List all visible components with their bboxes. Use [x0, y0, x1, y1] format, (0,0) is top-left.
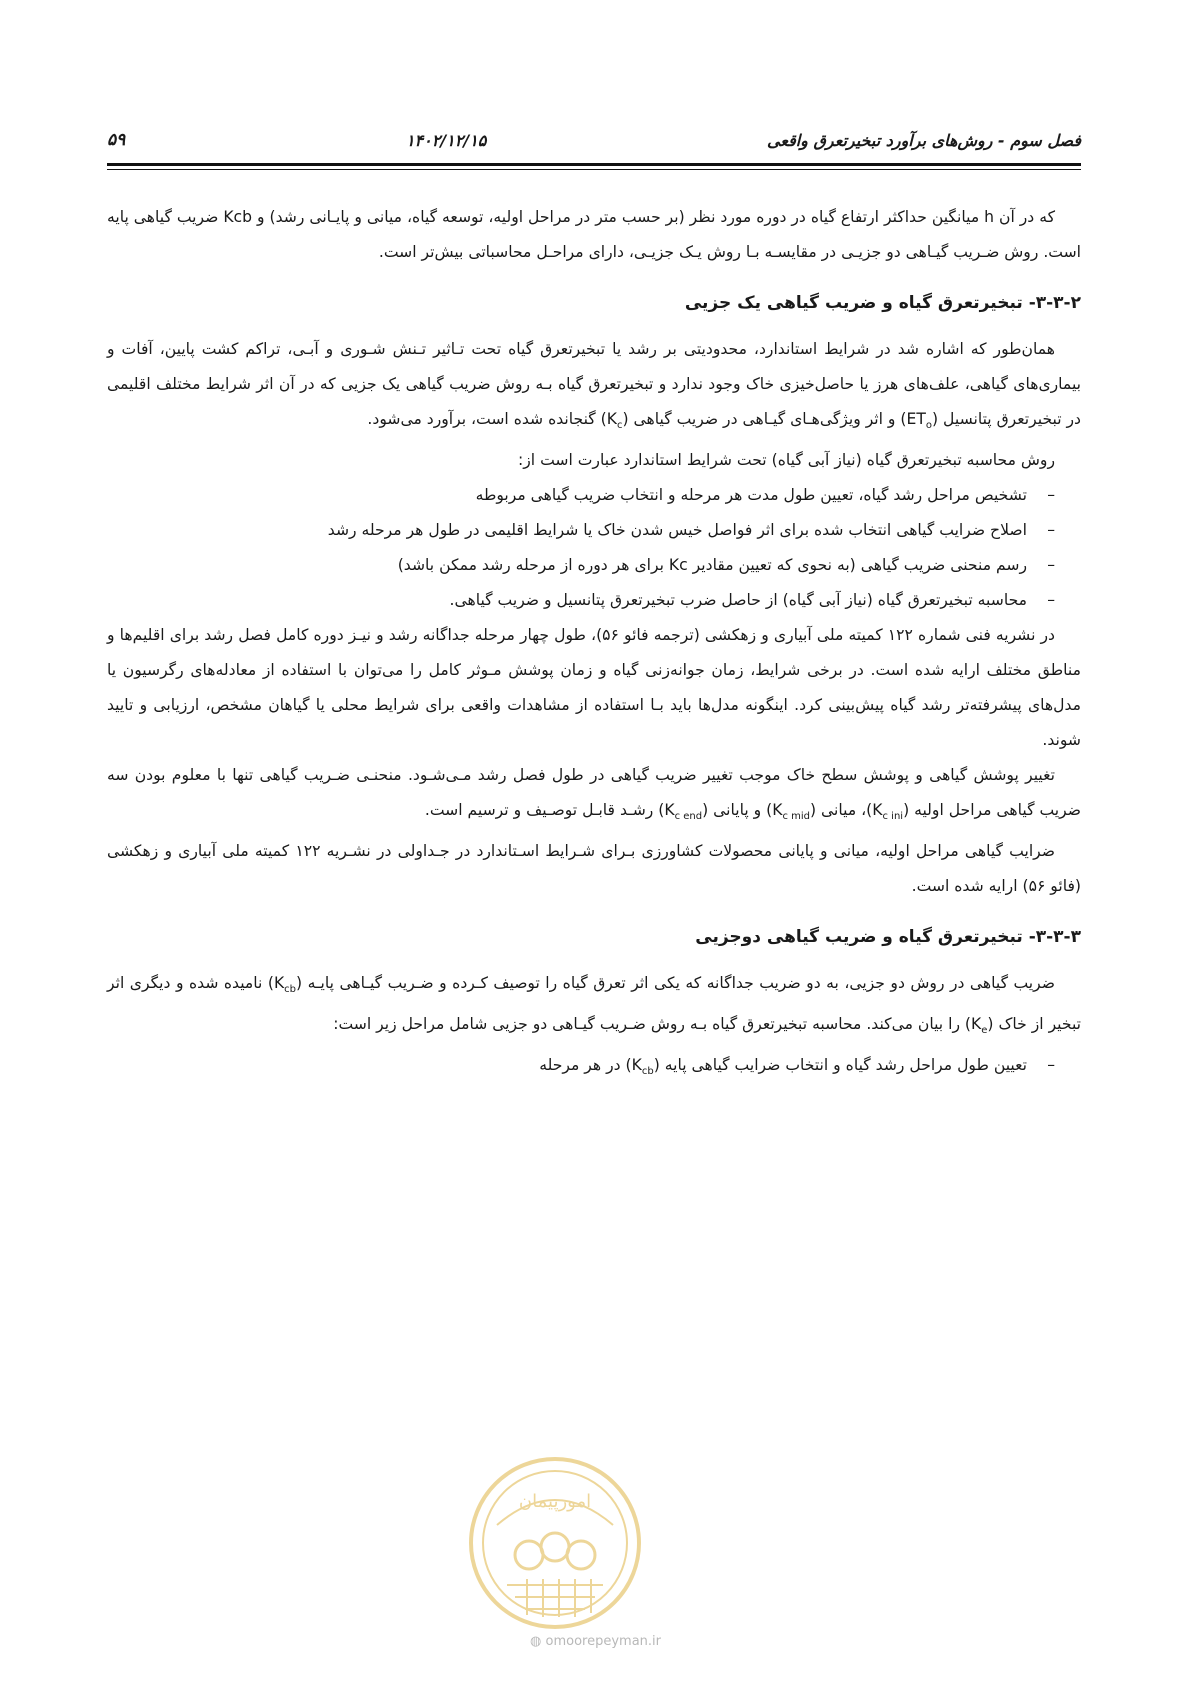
watermark-url: ◍ omoorepeyman.ir — [530, 1634, 661, 1649]
list-item: – اصلاح ضرایب گیاهی انتخاب شده برای اثر فواصل خیس شدن خاک یا شرایط اقلیمی در طول هر مرحله رشد — [107, 513, 1055, 548]
page-number: ۵۹ — [107, 130, 126, 150]
section1-paragraph-1: همان‌طور که اشاره شد در شرایط استاندارد، محدودیتی بر رشد یا تبخیرتعرق گیاه تحت تـاثیر تـنش شـوری و آبـی، تراکم کشت پایین، آفات و بیماری‌های گیاهی، علف‌های هرز یا حاصل‌خیزی خاک وجود ندارد و تبخیرتعرق گیاه بـه روش ضریب گیاهی یک جزیی که در آن اثر شرایط مختلف اقلیمی در تبخیرتعرق پتانسیل $(ET_o)$ و اثر ویژگی‌هـای گیـاهی در ضریب گیاهی $(K_c)$ گنجانده شده است، برآورد می‌شود. — [107, 340, 1081, 432]
section1-paragraph-5: ضرایب گیاهی مراحل اولیه، میانی و پایانی محصولات کشاورزی بـرای شـرایط اسـتاندارد در جـداولی در نشـریه ۱۲۲ کمیته ملی آبیاری و زهکشی (فائو ۵۶) ارایه شده است. — [107, 842, 1081, 896]
watermark-seal-icon — [467, 1455, 643, 1631]
procedure-list — [107, 478, 1081, 618]
section-heading-dual-coefficient: ۳-۳-۳- تبخیرتعرق گیاه و ضریب گیاهی دوجزیی — [695, 927, 1081, 948]
globe-icon: ◍ — [530, 1634, 542, 1649]
section2-paragraph-1: ضریب گیاهی در روش دو جزیی، به دو ضریب جداگانه که یکی اثر تعرق گیاه را توصیف کـرده و ضـریب گیـاهی پایـه $(K_{cb})$ نامیده شده و دیگری اثر تبخیر از خاک $(K_e)$ را بیان می‌کند. محاسبه تبخیرتعرق گیاه بـه روش ضـریب گیـاهی دو جزیی شامل مراحل زیر است: — [107, 974, 1081, 1037]
section1-paragraph-4: تغییر پوشش گیاهی و پوشش سطح خاک موجب تغییر ضریب گیاهی در طول فصل رشد مـی‌شـود. منحنـی ضـریب گیاهی تنها با معلوم بودن سه ضریب گیاهی مراحل اولیه $(K_{c ini})،$ میانی $(K_{c mid})$ و پایانی $(K_{c end})$ رشـد قابـل توصـیف و ترسیم است. — [107, 766, 1081, 823]
seal-lettering: امورپیمان — [518, 1491, 592, 1512]
list-item: – رسم منحنی ضریب گیاهی (به نحوی که تعیین مقادیر Kc برای هر دوره از مرحله رشد ممکن باشد) — [107, 548, 1055, 583]
page-body — [107, 200, 1081, 1090]
list-item: – محاسبه تبخیرتعرق گیاه (نیاز آبی گیاه) از حاصل ضرب تبخیرتعرق پتانسیل و ضریب گیاهی. — [107, 583, 1055, 618]
dual-procedure-list — [107, 1048, 1081, 1089]
section-heading-single-coefficient: ۳-۳-۲- تبخیرتعرق گیاه و ضریب گیاهی یک جزیی — [684, 293, 1081, 313]
list-item: – تعیین طول مراحل رشد گیاه و انتخاب ضرایب گیاهی پایه $(K_{cb})$ در هر مرحله — [107, 1048, 1055, 1089]
list-item: – تشخیص مراحل رشد گیاه، تعیین طول مدت هر مرحله و انتخاب ضریب گیاهی مربوطه — [107, 478, 1055, 513]
header-date: ۱۴۰۲/۱۲/۱۵ — [405, 130, 487, 150]
section1-paragraph-3: در نشریه فنی شماره ۱۲۲ کمیته ملی آبیاری و زهکشی (ترجمه فائو ۵۶)، طول چهار مرحله جداگانه رشد و نیـز دوره کامل فصل رشد برای اقلیم‌ها و مناطق مختلف ارایه شده است. در برخی شرایط، زمان جوانه‌زنی گیاه و زمان پوشش مـوثر کامل را می‌توان با استفاده از معادله‌های رگرسیون یا مدل‌های پیشرفته‌تر رشد گیاه پیش‌بینی کرد. اینگونه مدل‌ها باید بـا استفاده از مشاهدات واقعی برای شرایط محلی یا گیاهان مشخص، ارزیابی و تایید شوند. — [107, 626, 1081, 750]
intro-paragraph: که در آن h میانگین حداکثر ارتفاع گیاه در دوره مورد نظر (بر حسب متر در مراحل اولیه، توسعه گیاه، میانی و پایـانی رشد) و Kcb ضریب گیاهی پایه است. روش ضـریب گیـاهی دو جزیـی در مقایسـه بـا روش یـک جزیـی، دارای مراحـل محاسباتی بیش‌تر است. — [107, 208, 1081, 261]
page-header — [107, 124, 1081, 156]
chapter-title: فصل سوم - روش‌های برآورد تبخیرتعرق واقعی — [767, 130, 1081, 150]
header-rule-thin — [107, 169, 1081, 170]
header-rule-thick — [107, 163, 1081, 166]
section1-paragraph-2: روش محاسبه تبخیرتعرق گیاه (نیاز آبی گیاه) تحت شرایط استاندارد عبارت است از: — [518, 451, 1055, 470]
